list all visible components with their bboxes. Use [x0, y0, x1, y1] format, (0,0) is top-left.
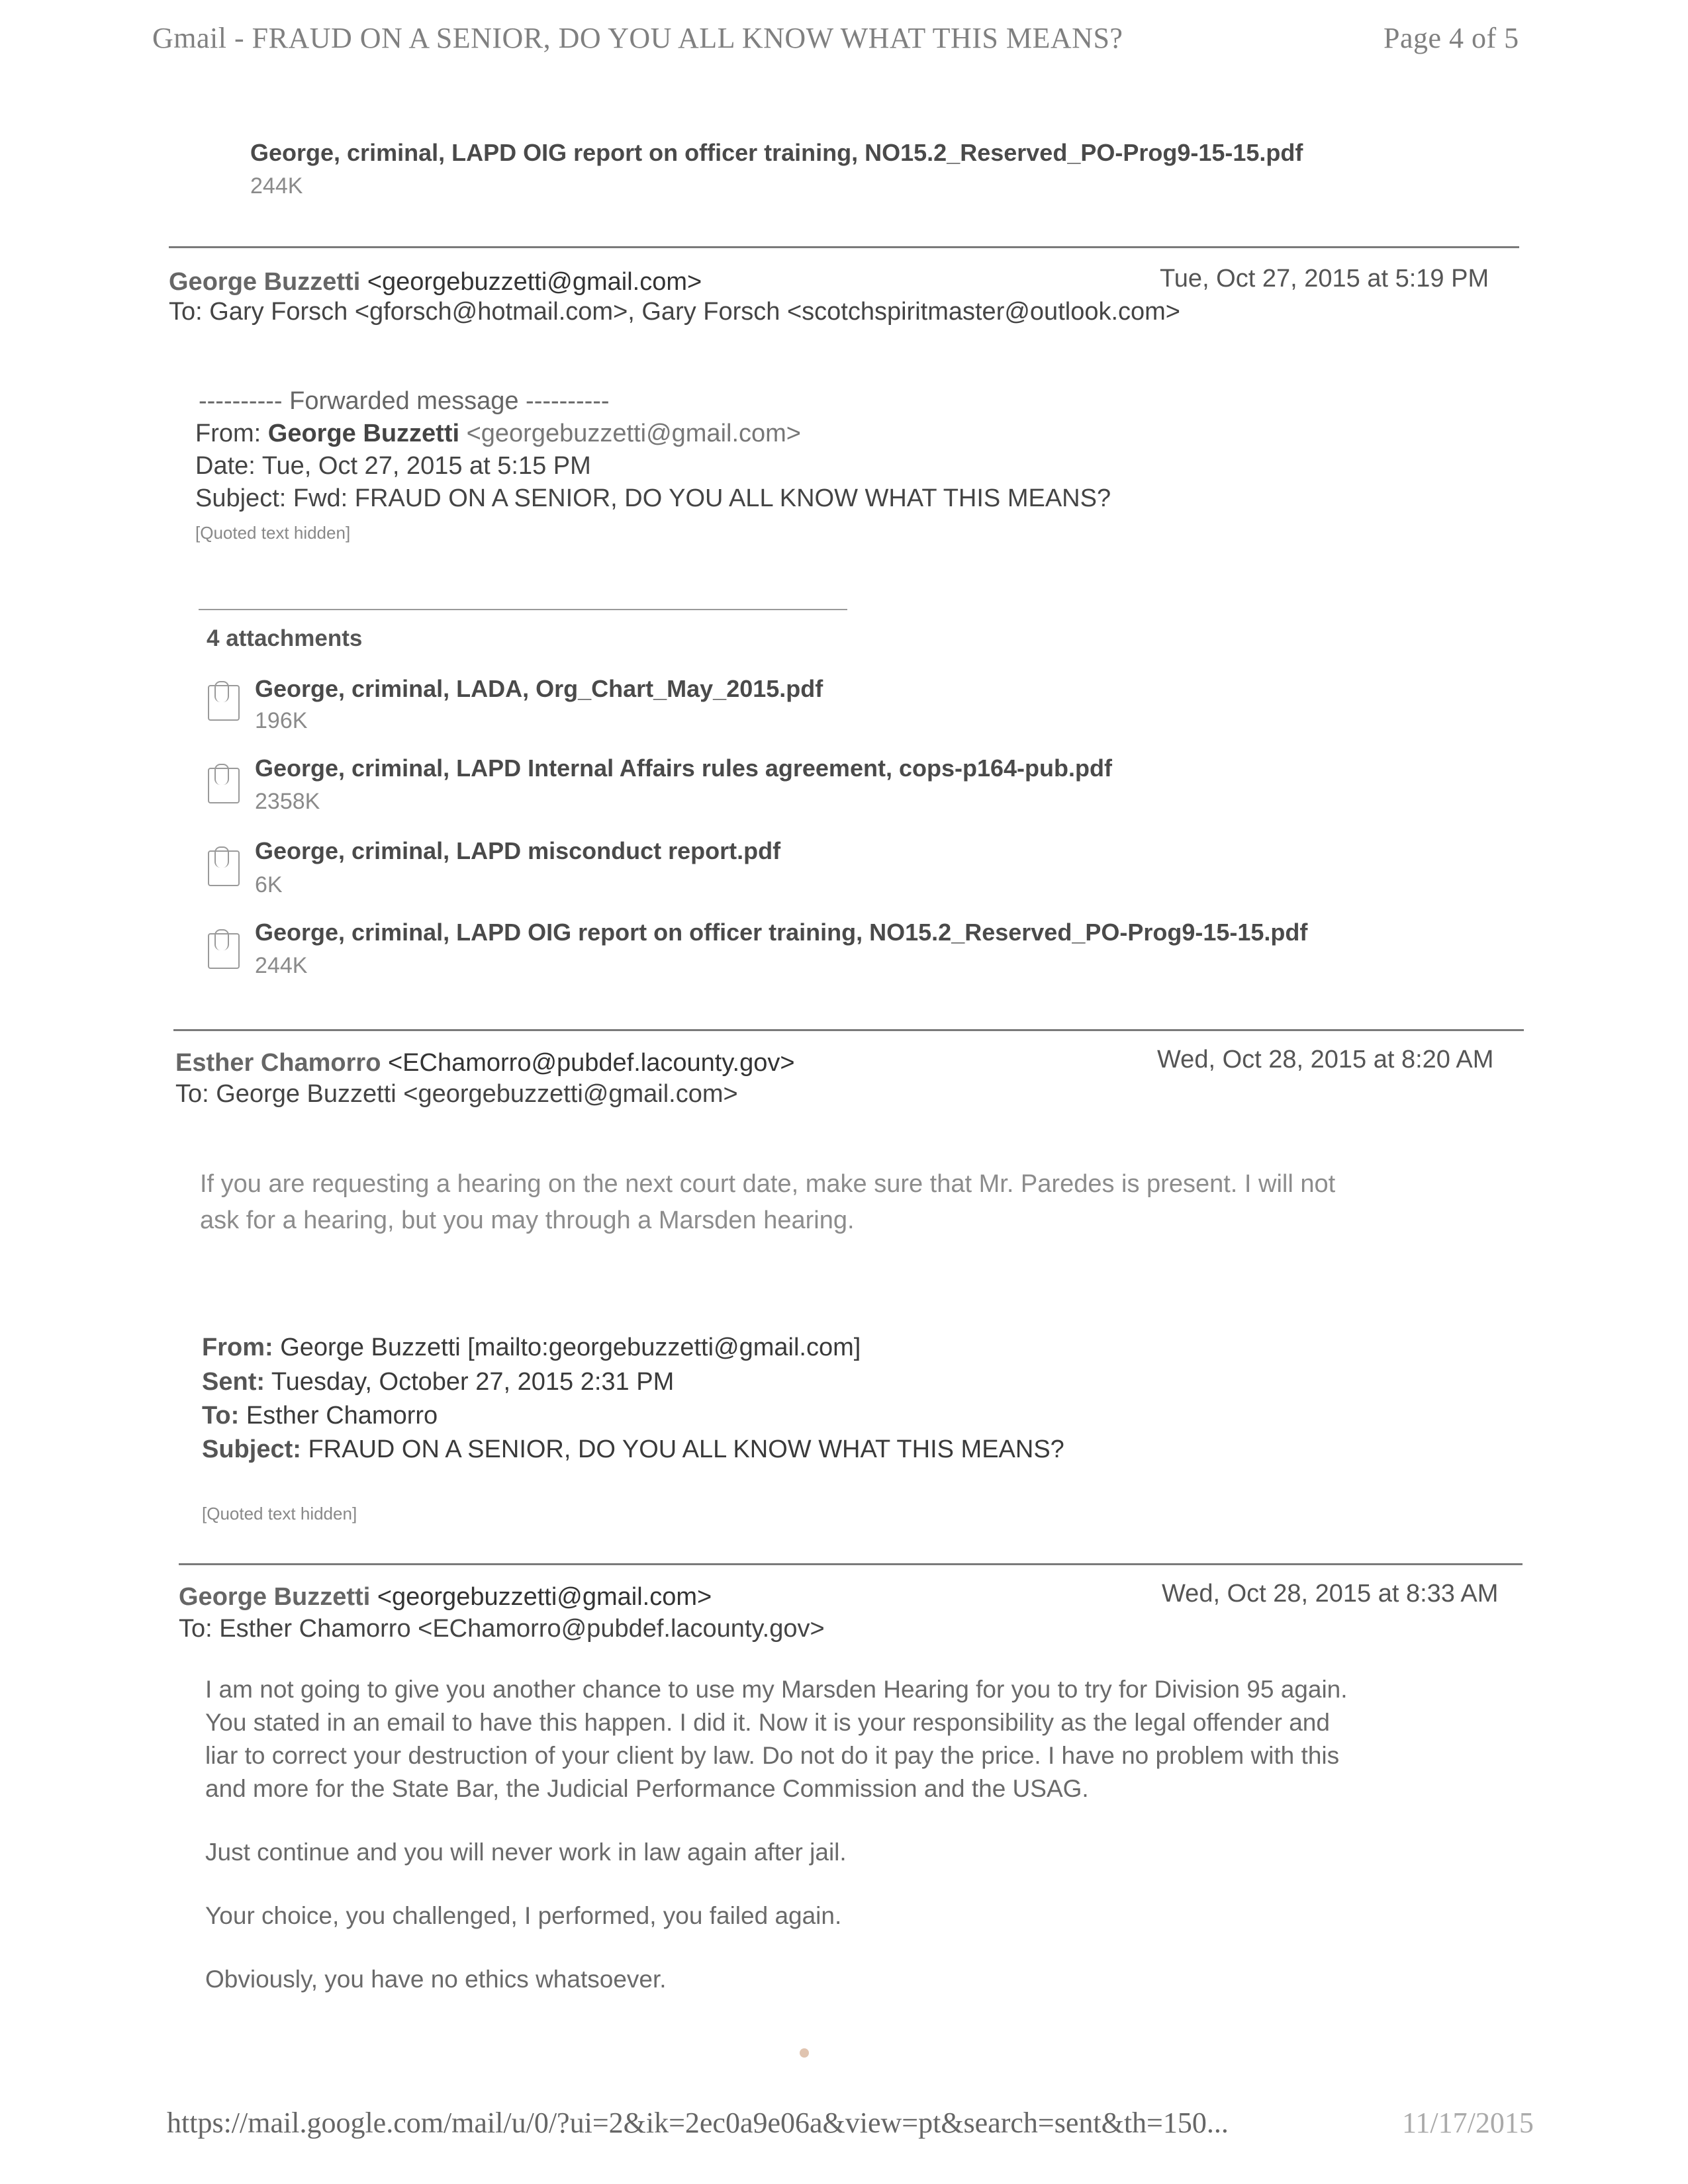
forward-from — [195, 420, 801, 448]
attachment-name[interactable]: George, criminal, LADA, Org_Chart_May_2015.pdf — [255, 675, 823, 702]
quoted-subject-value: FRAUD ON A SENIOR, DO YOU ALL KNOW WHAT THIS MEANS? — [308, 1435, 1064, 1463]
message-date: Wed, Oct 28, 2015 at 8:33 AM — [1162, 1580, 1499, 1608]
message-recipients: To: Gary Forsch <gforsch@hotmail.com>, Gary Forsch <scotchspiritmaster@outlook.com> — [169, 298, 1180, 326]
quoted-subject-label: Subject: — [202, 1435, 301, 1463]
footer-url[interactable]: https://mail.google.com/mail/u/0/?ui=2&ik=2ec0a9e06a&view=pt&search=sent&th=150... — [167, 2107, 1229, 2139]
message-recipients: To: George Buzzetti <georgebuzzetti@gmail.com> — [175, 1080, 738, 1108]
sender-name: George Buzzetti — [169, 268, 361, 296]
paperclip-icon — [208, 768, 240, 803]
scan-mark — [800, 2048, 809, 2058]
quoted-text-hidden[interactable]: [Quoted text hidden] — [195, 523, 351, 543]
quoted-sent — [202, 1365, 674, 1399]
attachment-name[interactable]: George, criminal, LAPD Internal Affairs rules agreement, cops-p164-pub.pdf — [255, 754, 1112, 782]
message-date: Wed, Oct 28, 2015 at 8:20 AM — [1157, 1046, 1494, 1073]
message-divider — [179, 1563, 1523, 1565]
attachments-divider — [199, 609, 847, 610]
attachment-size: 2358K — [255, 789, 320, 814]
attachment-name[interactable]: George, criminal, LAPD OIG report on officer training, NO15.2_Reserved_PO-Prog9-15-15.pdf — [250, 139, 1303, 166]
attachment-size: 244K — [250, 173, 303, 199]
message-divider — [173, 1029, 1524, 1031]
quoted-subject — [202, 1432, 1064, 1467]
forward-from-label: From: — [195, 420, 261, 447]
message-body-line: and more for the State Bar, the Judicial Performance Commission and the USAG. — [205, 1775, 1089, 1802]
sender-name: George Buzzetti — [179, 1583, 371, 1611]
message-date: Tue, Oct 27, 2015 at 5:19 PM — [1160, 265, 1489, 293]
forward-from-name: George Buzzetti — [267, 420, 460, 447]
forward-from-email: <georgebuzzetti@gmail.com> — [466, 420, 801, 447]
page-number: Page 4 of 5 — [1383, 22, 1519, 54]
page-header-title: Gmail - FRAUD ON A SENIOR, DO YOU ALL KNOW WHAT THIS MEANS? — [152, 22, 1123, 54]
paperclip-icon — [208, 685, 240, 721]
forward-date: Date: Tue, Oct 27, 2015 at 5:15 PM — [195, 452, 591, 480]
message-body-line: Obviously, you have no ethics whatsoever. — [205, 1966, 667, 1993]
message-recipients: To: Esther Chamorro <EChamorro@pubdef.lacounty.gov> — [179, 1615, 825, 1643]
attachment-size: 6K — [255, 872, 283, 897]
attachment-size: 244K — [255, 953, 308, 978]
message-sender — [179, 1583, 712, 1612]
message-sender — [169, 268, 702, 296]
attachment-size: 196K — [255, 708, 308, 733]
quoted-to-label: To: — [202, 1402, 240, 1430]
sender-name: Esther Chamorro — [175, 1049, 381, 1077]
quoted-text-hidden[interactable]: [Quoted text hidden] — [202, 1504, 357, 1524]
quoted-from-label: From: — [202, 1334, 273, 1361]
paperclip-icon — [208, 850, 240, 886]
message-body-line: liar to correct your destruction of your client by law. Do not do it pay the price. I have no problem with this — [205, 1742, 1340, 1769]
message-body-line: ask for a hearing, but you may through a Marsden hearing. — [200, 1206, 855, 1234]
attachments-title: 4 attachments — [207, 625, 363, 651]
message-body-line: Just continue and you will never work in law again after jail. — [205, 1839, 847, 1866]
quoted-to-value: Esther Chamorro — [246, 1402, 438, 1430]
quoted-sent-label: Sent: — [202, 1368, 265, 1396]
quoted-to — [202, 1398, 438, 1433]
quoted-from — [202, 1330, 861, 1365]
message-body-line: You stated in an email to have this happen. I did it. Now it is your responsibility as the legal offender and — [205, 1709, 1330, 1736]
sender-email: <georgebuzzetti@gmail.com> — [367, 268, 702, 296]
message-body-line: I am not going to give you another chance to use my Marsden Hearing for you to try for Division 95 again. — [205, 1676, 1348, 1703]
message-body-line: If you are requesting a hearing on the next court date, make sure that Mr. Paredes is present. I will not — [200, 1170, 1336, 1198]
sender-email: <EChamorro@pubdef.lacounty.gov> — [387, 1049, 795, 1077]
forward-subject: Subject: Fwd: FRAUD ON A SENIOR, DO YOU ALL KNOW WHAT THIS MEANS? — [195, 484, 1111, 512]
message-divider — [169, 246, 1519, 248]
quoted-from-value: George Buzzetti [mailto:georgebuzzetti@gmail.com] — [280, 1334, 861, 1361]
paperclip-icon — [208, 933, 240, 969]
message-sender — [175, 1049, 795, 1077]
sender-email: <georgebuzzetti@gmail.com> — [377, 1583, 712, 1611]
attachment-name[interactable]: George, criminal, LAPD misconduct report.pdf — [255, 837, 781, 864]
forwarded-divider: ---------- Forwarded message ---------- — [199, 387, 610, 415]
footer-date: 11/17/2015 — [1402, 2107, 1534, 2139]
attachment-name[interactable]: George, criminal, LAPD OIG report on officer training, NO15.2_Reserved_PO-Prog9-15-15.pdf — [255, 919, 1308, 946]
message-body-line: Your choice, you challenged, I performed, you failed again. — [205, 1902, 842, 1929]
quoted-sent-value: Tuesday, October 27, 2015 2:31 PM — [271, 1368, 675, 1396]
